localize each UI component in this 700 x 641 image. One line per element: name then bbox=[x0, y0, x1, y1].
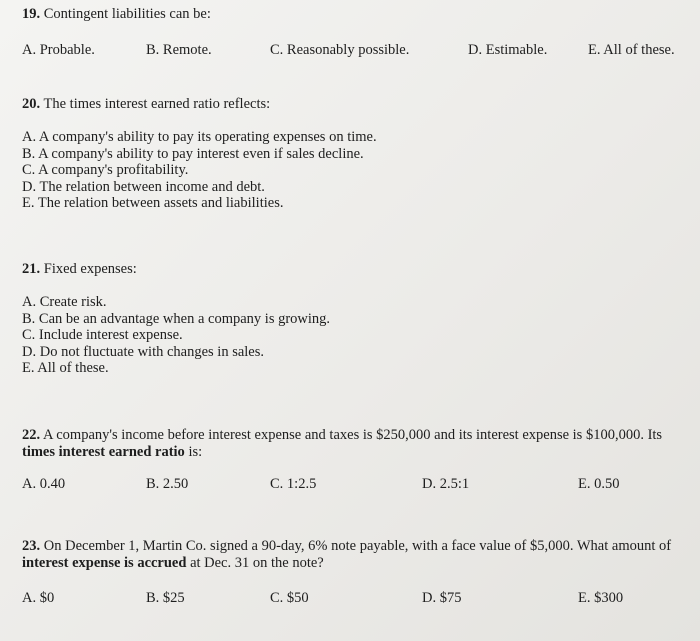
question-23-text-b: at Dec. 31 on the note? bbox=[186, 555, 324, 571]
q23-option-c: C. $50 bbox=[270, 590, 309, 606]
q19-option-a: A. Probable. bbox=[22, 42, 95, 58]
question-23-options bbox=[22, 590, 676, 608]
q21-option-a: A. Create risk. bbox=[22, 294, 107, 310]
q19-option-d: D. Estimable. bbox=[468, 42, 548, 58]
question-21 bbox=[22, 261, 690, 377]
question-23-stem bbox=[22, 538, 676, 572]
question-20-stem bbox=[22, 96, 690, 113]
question-21-stem bbox=[22, 261, 690, 278]
q23-option-a: A. $0 bbox=[22, 590, 55, 606]
question-20-text: The times interest earned ratio reflects: bbox=[43, 96, 271, 112]
q21-option-d: D. Do not fluctuate with changes in sales. bbox=[22, 343, 265, 360]
q22-option-d: D. 2.5:1 bbox=[422, 476, 470, 492]
q19-option-c: C. Reasonably possible. bbox=[270, 42, 410, 58]
question-21-number: 21. bbox=[22, 261, 41, 277]
question-22-text-a: A company's income before interest expense and taxes is $250,000 and its interest expense is $100,000. Its bbox=[42, 427, 663, 443]
q21-option-e: E. All of these. bbox=[22, 360, 109, 376]
q22-option-e: E. 0.50 bbox=[578, 476, 620, 492]
question-23 bbox=[22, 538, 676, 608]
question-23-text-bold: interest expense is accrued bbox=[22, 555, 187, 571]
question-22-text-bold: times interest earned ratio bbox=[22, 444, 185, 460]
q20-option-d: D. The relation between income and debt. bbox=[22, 178, 265, 195]
question-23-text-a: On December 1, Martin Co. signed a 90-day, 6% note payable, with a face value of $5,000. What amount of bbox=[43, 538, 672, 554]
q22-option-a: A. 0.40 bbox=[22, 476, 66, 492]
question-20-number: 20. bbox=[22, 96, 41, 112]
q23-option-d: D. $75 bbox=[422, 590, 462, 606]
q23-option-e: E. $300 bbox=[578, 590, 624, 606]
question-19 bbox=[22, 6, 690, 60]
q19-option-b: B. Remote. bbox=[146, 42, 212, 58]
q20-option-e: E. The relation between assets and liabilities. bbox=[22, 195, 284, 211]
question-19-stem bbox=[22, 6, 690, 23]
q22-option-c: C. 1:2.5 bbox=[270, 476, 317, 492]
question-19-number: 19. bbox=[22, 6, 41, 22]
q22-option-b: B. 2.50 bbox=[146, 476, 189, 492]
q19-option-e: E. All of these. bbox=[588, 42, 675, 58]
question-22-text-b: is: bbox=[184, 444, 203, 460]
q23-option-b: B. $25 bbox=[146, 590, 185, 606]
question-22-stem bbox=[22, 427, 676, 461]
question-19-options bbox=[22, 42, 690, 60]
q20-option-c: C. A company's profitability. bbox=[22, 162, 189, 178]
question-22 bbox=[22, 427, 676, 494]
question-19-text: Contingent liabilities can be: bbox=[43, 6, 211, 22]
question-22-options bbox=[22, 476, 676, 494]
question-20 bbox=[22, 96, 690, 212]
q20-option-a: A. A company's ability to pay its operating expenses on time. bbox=[22, 129, 377, 145]
q21-option-b: B. Can be an advantage when a company is growing. bbox=[22, 310, 331, 327]
q21-option-c: C. Include interest expense. bbox=[22, 327, 183, 343]
question-23-number: 23. bbox=[22, 538, 41, 554]
q20-option-b: B. A company's ability to pay interest even if sales decline. bbox=[22, 145, 364, 162]
question-20-options bbox=[22, 129, 690, 212]
question-21-text: Fixed expenses: bbox=[43, 261, 137, 277]
question-22-number: 22. bbox=[22, 427, 41, 443]
question-21-options bbox=[22, 294, 690, 377]
